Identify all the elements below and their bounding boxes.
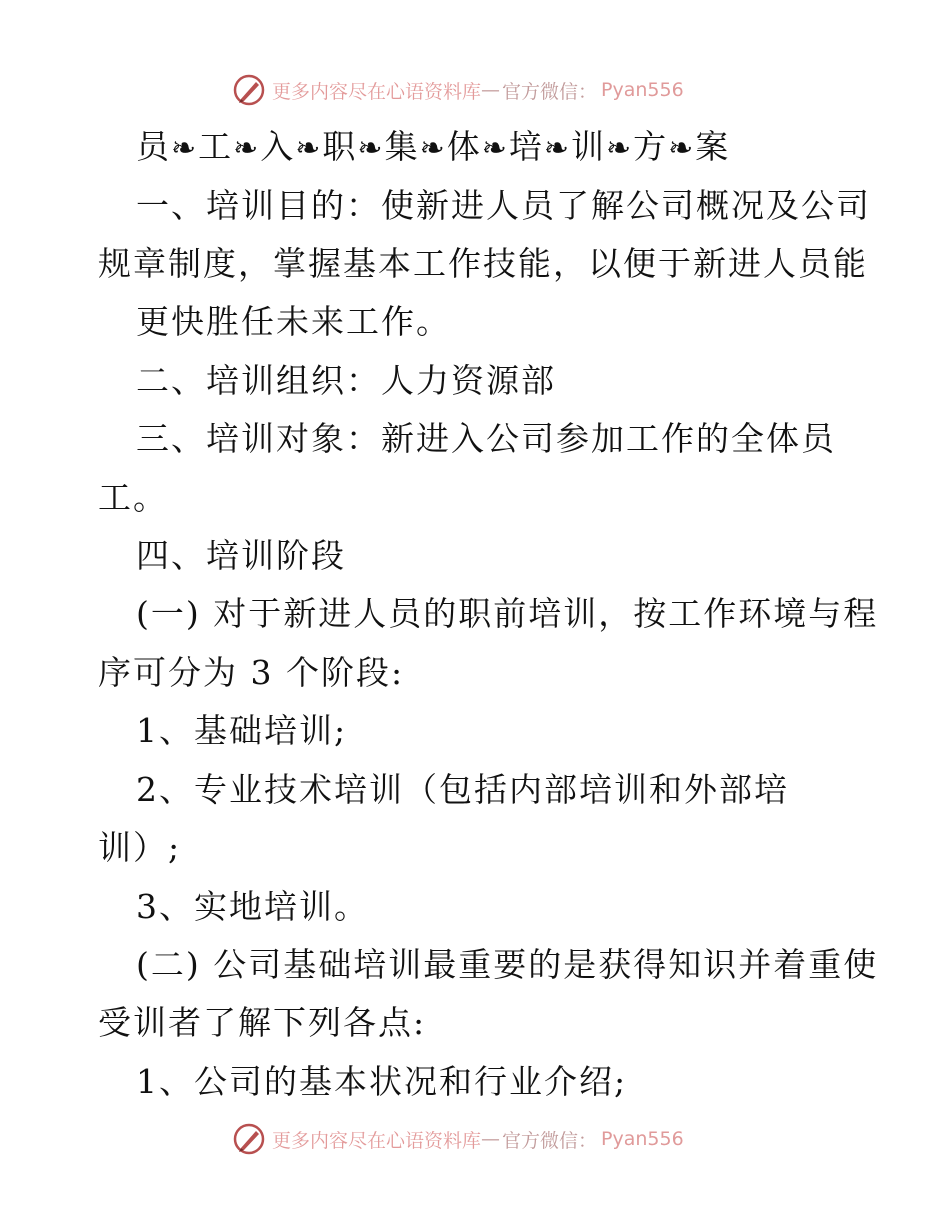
- watermark-header: [232, 70, 752, 110]
- watermark-text: 更多内容尽在心语资料库: [272, 80, 482, 103]
- title-char: 体: [446, 127, 480, 166]
- paragraph-line: 三、培训对象：新进入公司参加工作的全体员: [136, 419, 836, 458]
- watermark-official-label: 官方微信：: [502, 80, 598, 103]
- paragraph-line: 规章制度，掌握基本工作技能，以便于新进人员能: [98, 244, 868, 283]
- paragraph-line: 1、公司的基本状况和行业介绍;: [136, 1062, 628, 1101]
- title-char: 入: [260, 127, 294, 166]
- watermark-account: Pyan556: [601, 79, 684, 101]
- watermark-account: Pyan556: [601, 1128, 684, 1150]
- watermark-text: 更多内容尽在心语资料库: [272, 1129, 482, 1152]
- title-char: 员: [136, 127, 169, 166]
- title-char: 工: [198, 127, 232, 166]
- ornament-icon: ❧: [543, 131, 569, 166]
- paragraph-line: 3、实地培训。: [136, 887, 369, 926]
- watermark-separator: —: [481, 79, 501, 101]
- document-title: [136, 127, 728, 169]
- title-char: 案: [695, 127, 729, 166]
- paragraph-line: 更快胜任未来工作。: [136, 302, 451, 341]
- pen-logo-icon: [232, 73, 266, 107]
- paragraph-line: 工。: [98, 478, 168, 517]
- pen-logo-icon: [232, 1122, 266, 1156]
- paragraph-line: (二) 公司基础培训最重要的是获得知识并着重使: [136, 945, 879, 984]
- paragraph-line: 一、培训目的：使新进人员了解公司概况及公司: [136, 186, 871, 225]
- ornament-icon: ❧: [419, 131, 445, 166]
- ornament-icon: ❧: [481, 131, 507, 166]
- ornament-icon: ❧: [605, 131, 632, 166]
- ornament-icon: ❧: [295, 131, 321, 166]
- ornament-icon: ❧: [357, 131, 383, 166]
- paragraph-line: 1、基础培训;: [136, 711, 348, 750]
- title-char: 方: [633, 127, 667, 166]
- paragraph-line: 训）;: [98, 828, 182, 867]
- ornament-icon: ❧: [171, 131, 197, 166]
- paragraph-line: 二、培训组织：人力资源部: [136, 361, 556, 400]
- title-char: 集: [384, 127, 418, 166]
- paragraph-line: 序可分为 3 个阶段:: [98, 653, 405, 692]
- ornament-icon: ❧: [668, 131, 694, 166]
- watermark-separator: —: [481, 1128, 501, 1150]
- title-char: 训: [570, 127, 604, 166]
- watermark-official-label: 官方微信：: [502, 1129, 598, 1152]
- paragraph-line: 2、专业技术培训（包括内部培训和外部培: [136, 770, 789, 809]
- paragraph-line: 四、培训阶段: [136, 536, 346, 575]
- ornament-icon: ❧: [233, 131, 259, 166]
- title-char: 职: [322, 127, 356, 166]
- watermark-footer: [232, 1119, 752, 1159]
- paragraph-line: (一) 对于新进人员的职前培训，按工作环境与程: [136, 594, 879, 633]
- title-char: 培: [508, 127, 542, 166]
- paragraph-line: 受训者了解下列各点:: [98, 1003, 427, 1042]
